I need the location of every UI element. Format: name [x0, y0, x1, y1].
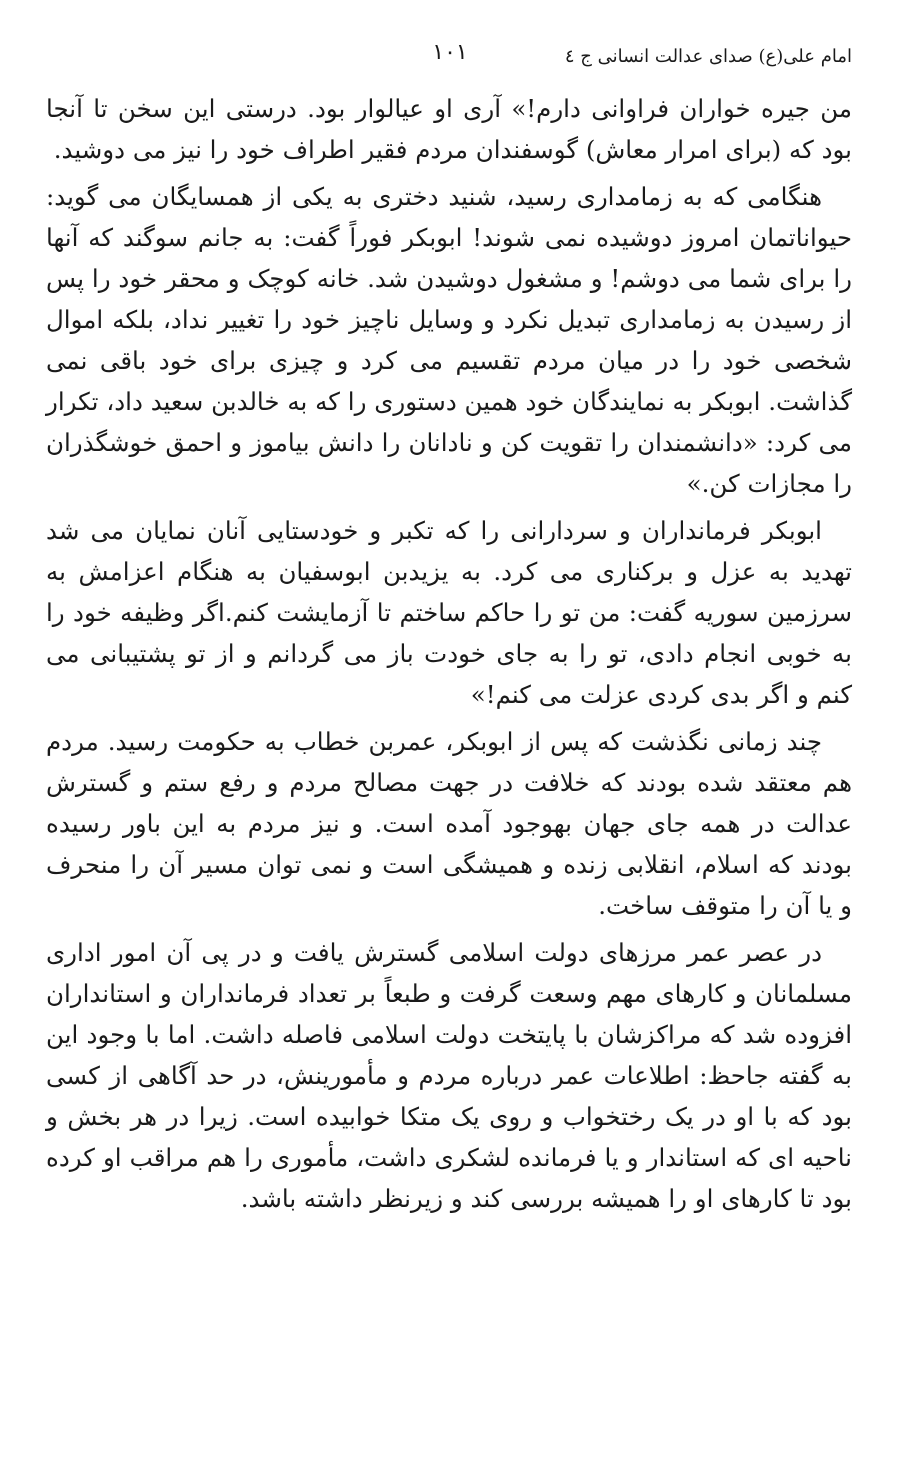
- paragraph-3: ابوبکر فرمانداران و سردارانی را که تکبر و خودستایی آنان نمایان می شد تهدید به عزل و برکناری می کرد. به یزیدبن ابوسفیان به هنگام اعزامش به سرزمین سوریه گفت: من تو را حاکم ساختم تا آزمایشت کنم.اگر وظیفه خود را به خوبی انجام دادی، تو را به جای خودت باز می گردانم و از تو پشتیبانی می کنم و اگر بدی کردی عزلت می کنم!»: [46, 516, 852, 709]
- paragraph-5: در عصر عمر مرزهای دولت اسلامی گسترش یافت و در پی آن امور اداری مسلمانان و کارهای مهم وسعت گرفت و طبعاً بر تعداد فرمانداران و استانداران افزوده شد که مراکزشان با پایتخت دولت اسلامی فاصله داشت. اما با وجود این به گفته جاحظ: اطلاعات عمر درباره مردم و مأمورینش، در حد آگاهی از کسی بود که با او در یک رختخواب و روی یک متکا خوابیده است. زیرا در هر بخش و ناحیه ای که استاندار و یا فرمانده لشکری داشت، مأموری را هم مراقب او کرده بود تا کارهای او را همیشه بررسی کند و زیرنظر داشته باشد.: [46, 938, 852, 1213]
- page-number: ١٠١: [432, 40, 468, 65]
- paragraph-2: هنگامی که به زمامداری رسید، شنید دختری به یکی از همسایگان می گوید: حیواناتمان امروز دوشیده نمی شوند! ابوبکر فوراً گفت: به جانم سوگند که آنها را برای شما می دوشم! و مشغول دوشیدن شد. خانه کوچک و محقر خود را پس از رسیدن به زمامداری تبدیل نکرد و وسایل ناچیز خود را تغییر نداد، بلکه اموال شخصی خود را در میان مردم تقسیم می کرد و چیزی برای خود باقی نمی گذاشت. ابوبکر به نمایندگان خود همین دستوری را که به خالدبن سعید داد، تکرار می کرد: «دانشمندان را تقویت کن و نادانان را دانش بیاموز و احمق خوشگذران را مجازات کن.»: [46, 182, 852, 498]
- running-header: [48, 40, 852, 70]
- body-text: [46, 88, 852, 1225]
- paragraph-1: من جیره خواران فراوانی دارم!» آری او عیالوار بود. درستی این سخن تا آنجا بود که (برای امرار معاش) گوسفندان مردم فقیر اطراف خود را نیز می دوشید.: [46, 94, 852, 164]
- book-title: امام علی(ع) صدای عدالت انسانی ج ٤: [564, 46, 852, 67]
- paragraph-4: چند زمانی نگذشت که پس از ابوبکر، عمربن خطاب به حکومت رسید. مردم هم معتقد شده بودند که خلافت در جهت مصالح مردم و رفع ستم و گسترش عدالت در همه جای جهان بهوجود آمده است. و نیز مردم به این باور رسیده بودند که اسلام، انقلابی زنده و همیشگی است و نمی توان مسیر آن را منحرف و یا آن را متوقف ساخت.: [46, 727, 852, 920]
